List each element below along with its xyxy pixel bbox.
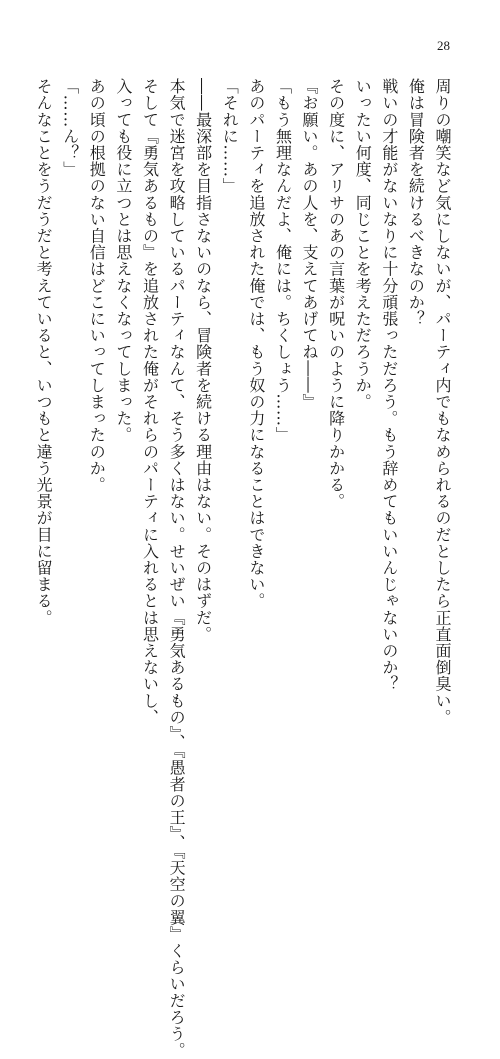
text-line-16: そんなことをうだうだと考えていると、いつもと違う光景が目に留まる。	[34, 78, 54, 626]
text-line-10: ――最深部を目指さないのなら、冒険者を続ける理由はない。そのはずだ。	[193, 78, 213, 643]
text-line-1: 周りの嘲笑など気にしないが、パーティ内でもなめられるのだとしたら正直面倒臭い。	[433, 78, 452, 726]
text-line-4: いったい何度、同じことを考えただろうか。	[353, 78, 373, 410]
page-number: 28	[437, 38, 450, 53]
text-line-12: そして『勇気あるもの』を追放された俺がそれらのパーティに入れるとは思えないし、	[140, 78, 160, 726]
text-line-8: あのパーティを追放された俺では、もう奴の力になることはできない。	[246, 78, 266, 610]
text-line-3: 戦いの才能がないなりに十分頑張っただろう。もう辞めてもいいんじゃないのか？	[379, 78, 399, 693]
text-line-14: あの頃の根拠のない自信はどこにいってしまったのか。	[87, 78, 107, 493]
text-line-6: 『お願い。あの人を、支えてあげてね――』	[300, 78, 320, 410]
text-line-11: 本気で迷宮を攻略しているパーティなんて、そう多くはない。せいぜい『勇気あるもの』、『愚者の王』、『天空の翼』くらいだろう。	[167, 78, 187, 1059]
text-line-15: 「……ん？」	[60, 78, 80, 178]
text-line-7: 「もう無理なんだよ、俺には。ちくしょう……」	[273, 78, 293, 444]
text-line-5: その度に、アリサのあの言葉が呪いのように降りかかる。	[326, 78, 346, 510]
text-line-9: 「それに……」	[220, 78, 240, 195]
text-line-2: 俺は冒険者を続けるべきなのか？	[406, 78, 426, 327]
body-text	[30, 78, 456, 1059]
text-line-13: 入っても役に立つとは思えなくなってしまった。	[113, 78, 133, 444]
